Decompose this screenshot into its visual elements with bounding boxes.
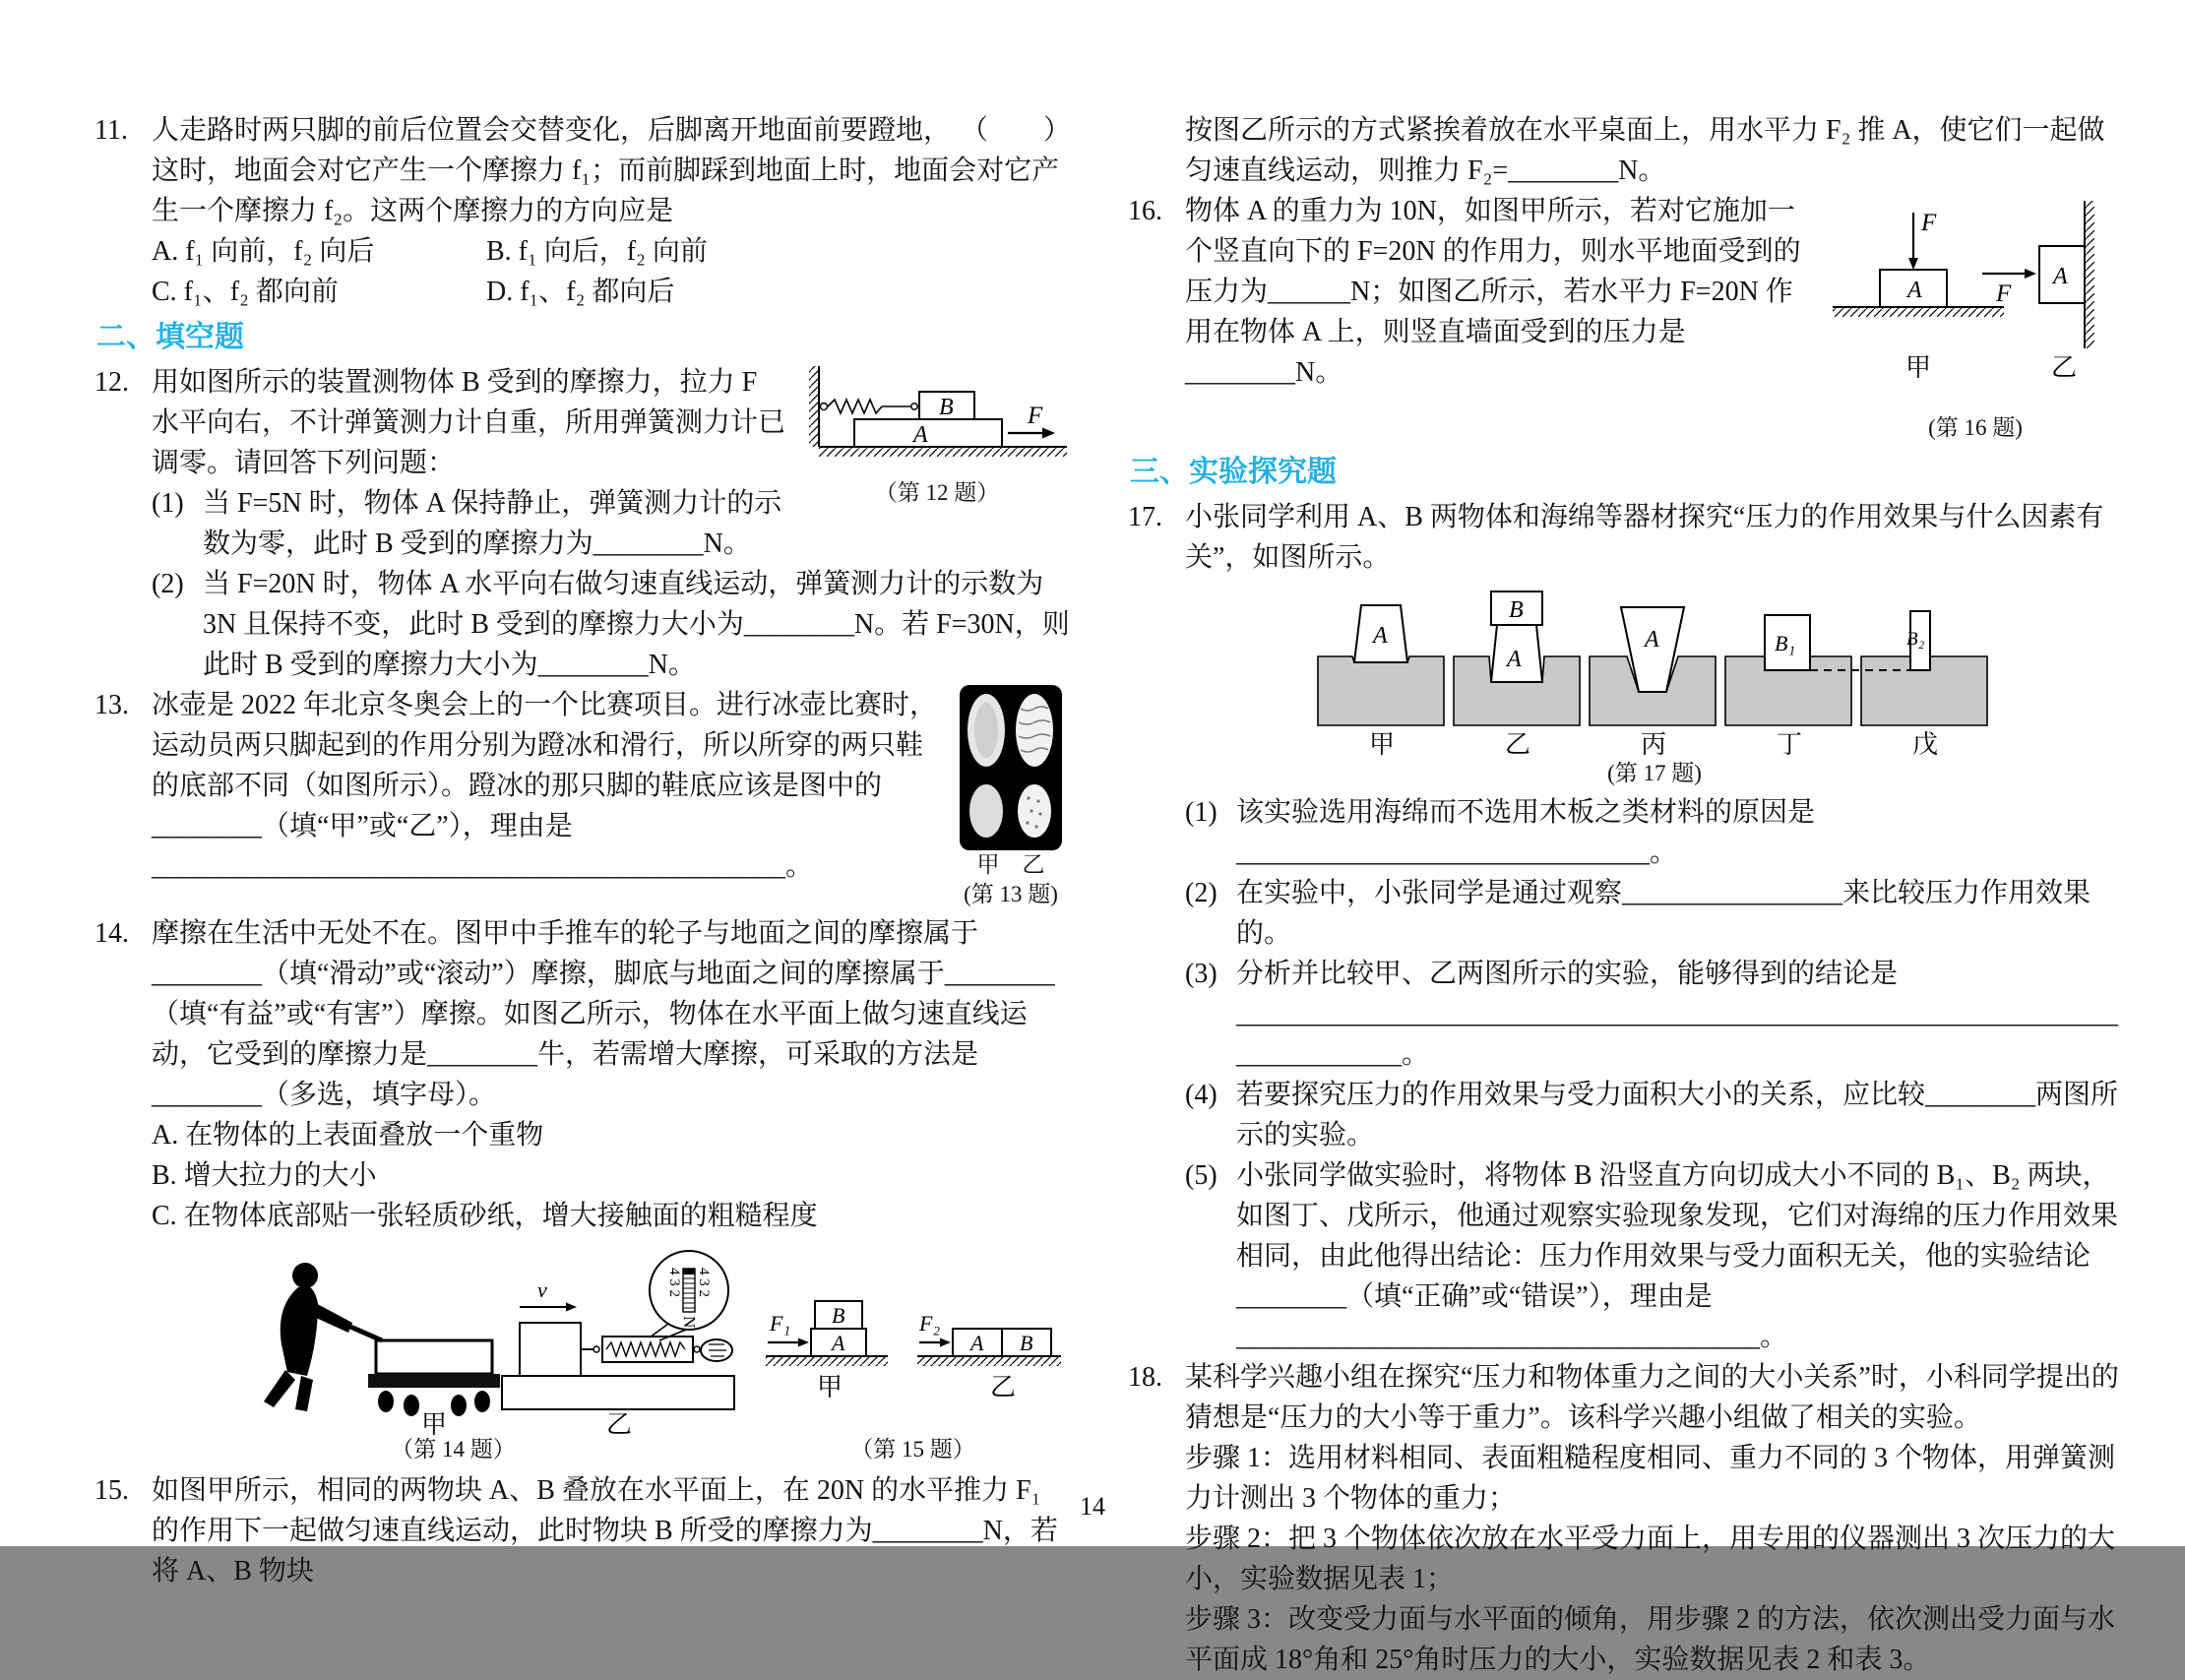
- question-18-steps: [1185, 1438, 2124, 1680]
- option-a: A. f₁ 向前，f₂ 向后: [152, 236, 375, 267]
- fig17-label-jia: 甲: [1369, 730, 1396, 759]
- q14-option-b: B. 增大拉力的大小: [152, 1160, 377, 1191]
- question-15-continuation-text: 按图乙所示的方式紧挨着放在水平桌面上，用水平力 F₂ 推 A，使它们一起做匀速直线运动，则推力 F₂=________N。: [1185, 115, 2105, 186]
- figure-q14: [152, 1246, 755, 1464]
- q17-item-2-number: (2): [1185, 878, 1217, 908]
- fig16-label-jia: 甲: [1905, 353, 1932, 382]
- option-b: B. f₁ 向后，f₂ 向前: [486, 236, 708, 267]
- question-13-body: [152, 685, 1071, 913]
- q14-option-a: A. 在物体的上表面叠放一个重物: [152, 1120, 544, 1151]
- q18-step-2: 步骤 2：把 3 个物体依次放在水平受力面上，用专用的仪器测出 3 次压力的大小，实验数据见表 1；: [1185, 1524, 2116, 1594]
- option-d: D. f₁、f₂ 都向后: [486, 277, 675, 307]
- left-column: [94, 110, 1071, 1591]
- fig15-label-jia: 甲: [817, 1373, 843, 1401]
- fig12-caption: （第 12 题）: [874, 480, 1000, 505]
- force-on-block-diagrams: [1827, 191, 2124, 413]
- fig17-label-ding: 丁: [1777, 730, 1803, 759]
- question-16-number: 16.: [1128, 196, 1162, 226]
- q17-item-2: [1185, 873, 2124, 954]
- fig14-scale-numbers-top: 4 3 2: [696, 1268, 713, 1297]
- question-17: [1128, 497, 2124, 1357]
- q12-item-1-text: 当 F=5N 时，物体 A 保持静止，弹簧测力计的示数为零，此时 B 受到的摩擦力为________N。: [203, 488, 782, 559]
- page-number: 14: [1080, 1492, 1105, 1521]
- right-column: [1128, 110, 2124, 1680]
- cart-and-spring-scale-diagram: [157, 1246, 748, 1439]
- q18-step-1: 步骤 1：选用材料相同、表面粗糙程度相同、重力不同的 3 个物体，用弹簧测力计测出 3 个物体的重力；: [1185, 1443, 2116, 1514]
- question-14-number: 14.: [94, 918, 129, 949]
- question-11-body: [152, 110, 1071, 312]
- q17-item-5-number: (5): [1185, 1160, 1217, 1191]
- fig14-label-v: v: [537, 1277, 548, 1302]
- fig14-label-yi: 乙: [606, 1410, 633, 1439]
- question-17-body: [1185, 497, 2124, 1357]
- curling-shoe-soles-image: [960, 685, 1062, 850]
- q17-item-1-number: (1): [1185, 797, 1217, 828]
- question-11: [94, 110, 1071, 312]
- q17-item-1: [1185, 792, 2124, 873]
- question-17-number: 17.: [1128, 502, 1162, 532]
- question-15-continuation: [1128, 110, 2124, 191]
- q17-item-4: [1185, 1075, 2124, 1155]
- pushed-blocks-diagram: [760, 1246, 1065, 1435]
- spring-scale-blocks-diagram: [803, 362, 1071, 478]
- q17-item-1-text: 该实验选用海绵而不选用木板之类材料的原因是______________________________。: [1236, 797, 1816, 868]
- fig16-caption: (第 16 题): [1928, 415, 2023, 440]
- fig17-bing-label-A: A: [1645, 627, 1659, 653]
- question-11-options: [152, 231, 1071, 312]
- fig17-yi-label-A: A: [1507, 647, 1522, 672]
- q12-item-2-number: (2): [152, 569, 184, 599]
- fig15-yi-label-A: A: [970, 1331, 984, 1355]
- question-14-body: [152, 913, 1071, 1470]
- figure-q15: [755, 1246, 1071, 1464]
- fig15-label-F1: F₁: [770, 1311, 791, 1336]
- fig16-yi-label-A: A: [2053, 264, 2068, 289]
- question-12: [94, 362, 1071, 685]
- fig17-wu-label-B2: B₂: [1906, 629, 1925, 650]
- section-heading-fill-in: 二、填空题: [96, 321, 244, 353]
- fig15-caption: （第 15 题）: [850, 1437, 975, 1462]
- fig16-jia-label-A: A: [1907, 278, 1922, 303]
- figure-q16: [1827, 191, 2124, 443]
- question-16-body: [1185, 191, 2124, 447]
- question-16: [1128, 191, 2124, 447]
- q17-item-5-text: 小张同学做实验时，将物体 B 沿竖直方向切成大小不同的 B₁、B₂ 两块，如图丁、戊所示，他通过观察实验现象发现，它们对海绵的压力作用效果相同，由此他得出结论：压力作用效果与受力面积无关，他的实验结论________（填“正确”或“错误”），理由是______________________________________。: [1236, 1160, 2119, 1352]
- fig14-caption: （第 14 题）: [391, 1437, 516, 1462]
- q17-item-5: [1185, 1155, 2124, 1357]
- question-18-text: 某科学兴趣小组在探究“压力和物体重力之间的大小关系”时，小科同学提出的猜想是“压力的大小等于重力”。该科学兴趣小组做了相关的实验。: [1185, 1362, 2119, 1433]
- fig15-label-F2: F₂: [919, 1311, 941, 1336]
- fig13-caption: (第 13 题): [964, 882, 1058, 906]
- q17-item-4-number: (4): [1185, 1080, 1217, 1110]
- fig14-label-jia: 甲: [421, 1410, 448, 1439]
- q14-option-c: C. 在物体底部贴一张轻质砂纸，增大接触面的粗糙程度: [152, 1201, 818, 1231]
- fig17-jia-label-A: A: [1373, 623, 1388, 649]
- fig14-scale-numbers-bottom: 4 3 2: [666, 1268, 683, 1297]
- fig17-label-yi: 乙: [1505, 730, 1531, 759]
- fig13-sub-labels: 甲 乙: [976, 852, 1045, 877]
- question-12-body: [152, 362, 1071, 685]
- question-14-text: 摩擦在生活中无处不在。图甲中手推车的轮子与地面之间的摩擦属于________（填“滑动”或“滚动”）摩擦，脚底与地面之间的摩擦属于________（填“有益”或“有害”）摩擦。如图乙所示，物体在水平面上做匀速直线运动，它受到的摩擦力是________牛，若需增大摩擦，可采取的方法是________（多选，填字母）。: [152, 918, 1055, 1110]
- fig17-caption: (第 17 题): [1607, 761, 1702, 785]
- fig14-scale-unit: N: [680, 1316, 700, 1329]
- answer-bracket: （ ）: [960, 115, 1071, 146]
- figure-q12: [803, 362, 1071, 508]
- fig12-label-F: F: [1028, 403, 1043, 429]
- question-15-text: 如图甲所示，相同的两物块 A、B 叠放在水平面上，在 20N 的水平推力 F₁ 的作用下一起做匀速直线运动，此时物块 B 所受的摩擦力为________N，若将 A、B 物块: [152, 1475, 1058, 1587]
- figures-q14-q15-row: [152, 1246, 1071, 1464]
- fig15-yi-label-B: B: [1020, 1331, 1033, 1355]
- q17-item-3-number: (3): [1185, 959, 1217, 989]
- question-11-number: 11.: [94, 115, 128, 146]
- fig12-label-A: A: [913, 422, 928, 448]
- question-18-number: 18.: [1128, 1362, 1162, 1393]
- fig15-jia-label-B: B: [832, 1303, 845, 1328]
- question-13-number: 13.: [94, 690, 129, 720]
- fig15-jia-label-A: A: [832, 1331, 845, 1355]
- q18-step-3: 步骤 3：改变受力面与水平面的倾角，用步骤 2 的方法，依次测出受力面与水平面成 18°角和 25°角时压力的大小，实验数据见表 2 和表 3。: [1185, 1604, 2116, 1675]
- fig17-ding-label-B1: B₁: [1775, 631, 1796, 655]
- fig17-label-bing: 丙: [1641, 730, 1667, 759]
- question-13-text: 冰壶是 2022 年北京冬奥会上的一个比赛项目。进行冰壶比赛时，运动员两只脚起到的作用分别为蹬冰和滑行，所以所穿的两只鞋的底部不同（如图所示）。蹬冰的那只脚的鞋底应该是图中的________（填“甲”或“乙”），理由是______________________________________________。: [152, 690, 938, 882]
- fig15-label-yi: 乙: [990, 1373, 1017, 1401]
- figure-q13: [951, 685, 1071, 909]
- figure-q17: [1185, 586, 2124, 788]
- sponge-pressure-diagram: [1310, 586, 1999, 759]
- fig12-label-B: B: [939, 395, 954, 420]
- q12-item-2: [152, 564, 1071, 685]
- q12-item-1-number: (1): [152, 488, 184, 519]
- question-16-text: 物体 A 的重力为 10N，如图甲所示，若对它施加一个竖直向下的 F=20N 的作用力，则水平地面受到的压力为______N；如图乙所示，若水平力 F=20N 作用在物体 A 上，则竖直墙面受到的压力是________N。: [1185, 196, 1801, 388]
- fig16-jia-label-F: F: [1921, 210, 1937, 236]
- q12-item-1: [152, 483, 789, 564]
- fig17-yi-label-B: B: [1509, 597, 1524, 623]
- question-17-text: 小张同学利用 A、B 两物体和海绵等器材探究“压力的作用效果与什么因素有关”，如图所示。: [1185, 502, 2104, 573]
- fig17-label-wu: 戊: [1912, 730, 1939, 759]
- question-15-number: 15.: [94, 1475, 129, 1506]
- question-12-number: 12.: [94, 367, 129, 398]
- question-11-text: 人走路时两只脚的前后位置会交替变化，后脚离开地面前要蹬地，这时，地面会对它产生一个摩擦力 f₁；而前脚踩到地面上时，地面会对它产生一个摩擦力 f₂。这两个摩擦力的方向应是: [152, 115, 1060, 226]
- q17-item-3-text: 分析并比较甲、乙两图所示的实验，能够得到的结论是____________________________________________________________________________。: [1236, 959, 2118, 1070]
- fig16-label-yi: 乙: [2051, 353, 2078, 382]
- q17-item-3: [1185, 954, 2124, 1075]
- question-13: [94, 685, 1071, 913]
- q17-item-2-text: 在实验中，小张同学是通过观察________________来比较压力作用效果的。: [1236, 878, 2091, 949]
- q12-item-2-text: 当 F=20N 时，物体 A 水平向右做匀速直线运动，弹簧测力计的示数为 3N 且保持不变，此时 B 受到的摩擦力大小为________N。若 F=30N，则此时 B 受到的摩擦力大小为________N。: [203, 569, 1070, 680]
- section-heading-experiment: 三、实验探究题: [1130, 456, 1337, 488]
- question-14: [94, 913, 1071, 1470]
- q17-item-4-text: 若要探究压力的作用效果与受力面积大小的关系，应比较________两图所示的实验。: [1236, 1080, 2119, 1151]
- question-12-text: 用如图所示的装置测物体 B 受到的摩擦力，拉力 F 水平向右，不计弹簧测力计自重，所用弹簧测力计已调零。请回答下列问题：: [152, 367, 786, 478]
- fig16-yi-label-F: F: [1996, 280, 2012, 307]
- option-c: C. f₁、f₂ 都向前: [152, 277, 339, 307]
